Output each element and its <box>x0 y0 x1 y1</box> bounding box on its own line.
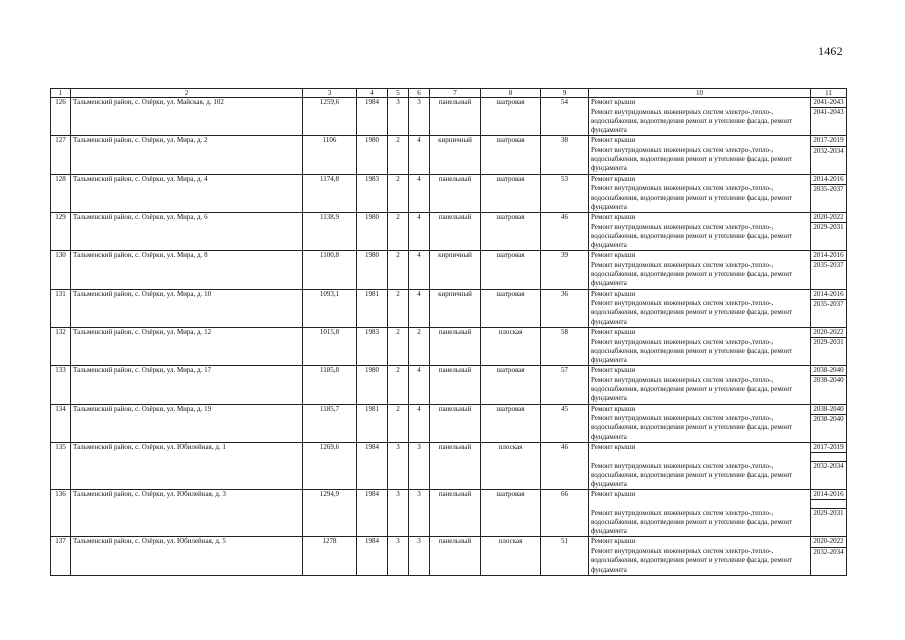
floor-count: 2 <box>388 174 409 212</box>
row-number: 126 <box>51 98 71 136</box>
wall-material: панельный <box>430 327 481 365</box>
total-area: 1278 <box>303 537 357 575</box>
row-number: 127 <box>51 136 71 174</box>
build-year: 1984 <box>357 442 388 489</box>
page-number: 1462 <box>818 44 843 58</box>
repair-period: 2035-2037 <box>811 299 847 327</box>
building-address: Тальменский район, с. Озёрки, ул. Юбилейная, д. 1 <box>71 442 303 489</box>
roof-type: шатровая <box>481 366 541 404</box>
table-row <box>51 366 847 376</box>
repair-period: 2038-2040 <box>811 376 847 404</box>
row-number: 137 <box>51 537 71 575</box>
build-year: 1984 <box>357 537 388 575</box>
total-area: 1015,8 <box>303 327 357 365</box>
repair-period: 2041-2043 <box>811 108 847 136</box>
wall-material: панельный <box>430 490 481 537</box>
entrance-count: 4 <box>409 174 430 212</box>
entrance-count: 4 <box>409 251 430 289</box>
total-area: 1093,1 <box>303 289 357 327</box>
apartment-count: 46 <box>541 442 589 489</box>
repair-work: Ремонт внутридомовых инженерных систем электро-,тепло-, водоснабжения, водоотведения ремонт и утепление фасада, ремонт фундамента <box>589 261 811 289</box>
table-row <box>51 289 847 299</box>
entrance-count: 2 <box>409 327 430 365</box>
table-row <box>51 537 847 547</box>
row-number: 133 <box>51 366 71 404</box>
repair-period: 2029-2031 <box>811 509 847 537</box>
roof-type: шатровая <box>481 251 541 289</box>
repair-period <box>811 453 847 462</box>
repair-work: Ремонт внутридомовых инженерных систем электро-,тепло-, водоснабжения, водоотведения ремонт и утепление фасада, ремонт фундамента <box>589 108 811 136</box>
floor-count: 2 <box>388 327 409 365</box>
apartment-count: 53 <box>541 174 589 212</box>
repair-work: Ремонт крыши <box>589 251 811 261</box>
build-year: 1983 <box>357 174 388 212</box>
repair-period: 2014-2016 <box>811 490 847 500</box>
floor-count: 2 <box>388 212 409 250</box>
repair-work: Ремонт крыши <box>589 289 811 299</box>
repair-period: 2038-2040 <box>811 404 847 414</box>
repair-period: 2020-2022 <box>811 537 847 547</box>
table-body <box>51 98 847 576</box>
wall-material: панельный <box>430 212 481 250</box>
roof-type: шатровая <box>481 289 541 327</box>
repair-work: Ремонт крыши <box>589 136 811 146</box>
repair-work: Ремонт внутридомовых инженерных систем электро-,тепло-, водоснабжения, водоотведения ремонт и утепление фасада, ремонт фундамента <box>589 414 811 442</box>
build-year: 1980 <box>357 136 388 174</box>
repair-work: Ремонт крыши <box>589 366 811 376</box>
apartment-count: 45 <box>541 404 589 442</box>
total-area: 1174,8 <box>303 174 357 212</box>
roof-type: плоская <box>481 327 541 365</box>
entrance-count: 4 <box>409 136 430 174</box>
repair-period: 2032-2034 <box>811 547 847 575</box>
repair-work: Ремонт крыши <box>589 404 811 414</box>
column-header: 8 <box>481 89 541 98</box>
column-header: 6 <box>409 89 430 98</box>
repair-work: Ремонт внутридомовых инженерных систем электро-,тепло-, водоснабжения, водоотведения ремонт и утепление фасада, ремонт фундамента <box>589 146 811 174</box>
repair-period: 2014-2016 <box>811 289 847 299</box>
table-row <box>51 442 847 452</box>
building-address: Тальменский район, с. Озёрки, ул. Мира, д. 8 <box>71 251 303 289</box>
repair-work: Ремонт внутридомовых инженерных систем электро-,тепло-, водоснабжения, водоотведения ремонт и утепление фасада, ремонт фундамента <box>589 376 811 404</box>
apartment-count: 36 <box>541 289 589 327</box>
build-year: 1980 <box>357 212 388 250</box>
column-header: 7 <box>430 89 481 98</box>
row-number: 135 <box>51 442 71 489</box>
table-row <box>51 251 847 261</box>
wall-material: панельный <box>430 537 481 575</box>
repair-period <box>811 500 847 509</box>
wall-material: панельный <box>430 174 481 212</box>
apartment-count: 39 <box>541 251 589 289</box>
table-row <box>51 490 847 500</box>
total-area: 1185,8 <box>303 366 357 404</box>
column-header: 4 <box>357 89 388 98</box>
floor-count: 3 <box>388 442 409 489</box>
floor-count: 2 <box>388 366 409 404</box>
column-header: 11 <box>811 89 847 98</box>
repair-work: Ремонт внутридомовых инженерных систем электро-,тепло-, водоснабжения, водоотведения ремонт и утепление фасада, ремонт фундамента <box>589 462 811 490</box>
repair-period: 2017-2019 <box>811 136 847 146</box>
building-address: Тальменский район, с. Озёрки, ул. Юбилейная, д. 3 <box>71 490 303 537</box>
entrance-count: 4 <box>409 366 430 404</box>
wall-material: кирпичный <box>430 136 481 174</box>
total-area: 1259,6 <box>303 98 357 136</box>
wall-material: панельный <box>430 404 481 442</box>
build-year: 1980 <box>357 251 388 289</box>
repair-period: 2029-2031 <box>811 338 847 366</box>
repair-work: Ремонт крыши <box>589 490 811 500</box>
building-address: Тальменский район, с. Озёрки, ул. Мира, д. 6 <box>71 212 303 250</box>
column-header: 5 <box>388 89 409 98</box>
repair-work: Ремонт внутридомовых инженерных систем электро-,тепло-, водоснабжения, водоотведения ремонт и утепление фасада, ремонт фундамента <box>589 509 811 537</box>
building-address: Тальменский район, с. Озёрки, ул. Мира, д. 4 <box>71 174 303 212</box>
repair-work: Ремонт внутридомовых инженерных систем электро-,тепло-, водоснабжения, водоотведения ремонт и утепление фасада, ремонт фундамента <box>589 338 811 366</box>
column-header: 1 <box>51 89 71 98</box>
repair-period: 2017-2019 <box>811 442 847 452</box>
apartment-count: 54 <box>541 98 589 136</box>
repair-work: Ремонт крыши <box>589 98 811 108</box>
column-header: 9 <box>541 89 589 98</box>
repair-work: Ремонт внутридомовых инженерных систем электро-,тепло-, водоснабжения, водоотведения ремонт и утепление фасада, ремонт фундамента <box>589 299 811 327</box>
table-row <box>51 174 847 184</box>
table-row <box>51 98 847 108</box>
entrance-count: 4 <box>409 212 430 250</box>
build-year: 1980 <box>357 366 388 404</box>
repair-period: 2014-2016 <box>811 174 847 184</box>
column-header: 3 <box>303 89 357 98</box>
row-number: 130 <box>51 251 71 289</box>
total-area: 1294,9 <box>303 490 357 537</box>
entrance-count: 3 <box>409 490 430 537</box>
roof-type: шатровая <box>481 404 541 442</box>
floor-count: 2 <box>388 136 409 174</box>
entrance-count: 3 <box>409 442 430 489</box>
repair-period: 2032-2034 <box>811 462 847 490</box>
repair-period: 2038-2040 <box>811 366 847 376</box>
roof-type: плоская <box>481 537 541 575</box>
repair-work: Ремонт внутридомовых инженерных систем электро-,тепло-, водоснабжения, водоотведения ремонт и утепление фасада, ремонт фундамента <box>589 547 811 575</box>
apartment-count: 38 <box>541 136 589 174</box>
floor-count: 2 <box>388 251 409 289</box>
roof-type: шатровая <box>481 212 541 250</box>
entrance-count: 3 <box>409 98 430 136</box>
total-area: 1138,9 <box>303 212 357 250</box>
repair-period: 2032-2034 <box>811 146 847 174</box>
apartment-count: 66 <box>541 490 589 537</box>
apartment-count: 46 <box>541 212 589 250</box>
roof-type: плоская <box>481 442 541 489</box>
build-year: 1984 <box>357 490 388 537</box>
repair-work: Ремонт внутридомовых инженерных систем электро-,тепло-, водоснабжения, водоотведения ремонт и утепление фасада, ремонт фундамента <box>589 184 811 212</box>
wall-material: панельный <box>430 366 481 404</box>
building-address: Тальменский район, с. Озёрки, ул. Мира, д. 10 <box>71 289 303 327</box>
roof-type: шатровая <box>481 136 541 174</box>
repair-period: 2041-2043 <box>811 98 847 108</box>
column-number-row <box>51 89 847 98</box>
repair-period: 2020-2022 <box>811 327 847 337</box>
building-address: Тальменский район, с. Озёрки, ул. Мира, д. 17 <box>71 366 303 404</box>
column-header: 2 <box>71 89 303 98</box>
wall-material: панельный <box>430 442 481 489</box>
table-row <box>51 136 847 146</box>
column-header: 10 <box>589 89 811 98</box>
row-number: 136 <box>51 490 71 537</box>
build-year: 1983 <box>357 327 388 365</box>
building-address: Тальменский район, с. Озёрки, ул. Мира, д. 2 <box>71 136 303 174</box>
floor-count: 2 <box>388 289 409 327</box>
row-number: 132 <box>51 327 71 365</box>
apartment-count: 58 <box>541 327 589 365</box>
table-row <box>51 327 847 337</box>
building-address: Тальменский район, с. Озёрки, ул. Мира, д. 12 <box>71 327 303 365</box>
floor-count: 3 <box>388 537 409 575</box>
row-number: 131 <box>51 289 71 327</box>
repair-period: 2035-2037 <box>811 261 847 289</box>
repair-period: 2035-2037 <box>811 184 847 212</box>
repair-work: Ремонт крыши <box>589 327 811 337</box>
repair-period: 2020-2022 <box>811 212 847 222</box>
roof-type: шатровая <box>481 490 541 537</box>
apartment-count: 57 <box>541 366 589 404</box>
repair-period: 2038-2040 <box>811 414 847 442</box>
entrance-count: 4 <box>409 289 430 327</box>
total-area: 1185,7 <box>303 404 357 442</box>
repair-work: Ремонт крыши <box>589 537 811 547</box>
repair-work: Ремонт внутридомовых инженерных систем электро-,тепло-, водоснабжения, водоотведения ремонт и утепление фасада, ремонт фундамента <box>589 223 811 251</box>
housing-repair-table <box>50 88 847 576</box>
build-year: 1981 <box>357 404 388 442</box>
entrance-count: 3 <box>409 537 430 575</box>
floor-count: 3 <box>388 98 409 136</box>
repair-work <box>589 500 811 509</box>
total-area: 1269,6 <box>303 442 357 489</box>
building-address: Тальменский район, с. Озёрки, ул. Майская, д. 102 <box>71 98 303 136</box>
row-number: 129 <box>51 212 71 250</box>
floor-count: 3 <box>388 490 409 537</box>
wall-material: кирпичный <box>430 251 481 289</box>
wall-material: панельный <box>430 98 481 136</box>
repair-work: Ремонт крыши <box>589 212 811 222</box>
building-address: Тальменский район, с. Озёрки, ул. Мира, д. 19 <box>71 404 303 442</box>
wall-material: кирпичный <box>430 289 481 327</box>
entrance-count: 4 <box>409 404 430 442</box>
total-area: 1100,8 <box>303 251 357 289</box>
row-number: 134 <box>51 404 71 442</box>
repair-period: 2029-2031 <box>811 223 847 251</box>
table-row <box>51 212 847 222</box>
roof-type: шатровая <box>481 98 541 136</box>
repair-period: 2014-2016 <box>811 251 847 261</box>
roof-type: шатровая <box>481 174 541 212</box>
build-year: 1981 <box>357 289 388 327</box>
floor-count: 2 <box>388 404 409 442</box>
building-address: Тальменский район, с. Озёрки, ул. Юбилейная, д. 5 <box>71 537 303 575</box>
repair-work: Ремонт крыши <box>589 174 811 184</box>
apartment-count: 51 <box>541 537 589 575</box>
repair-work <box>589 453 811 462</box>
repair-work: Ремонт крыши <box>589 442 811 452</box>
table-row <box>51 404 847 414</box>
build-year: 1984 <box>357 98 388 136</box>
total-area: 1106 <box>303 136 357 174</box>
row-number: 128 <box>51 174 71 212</box>
